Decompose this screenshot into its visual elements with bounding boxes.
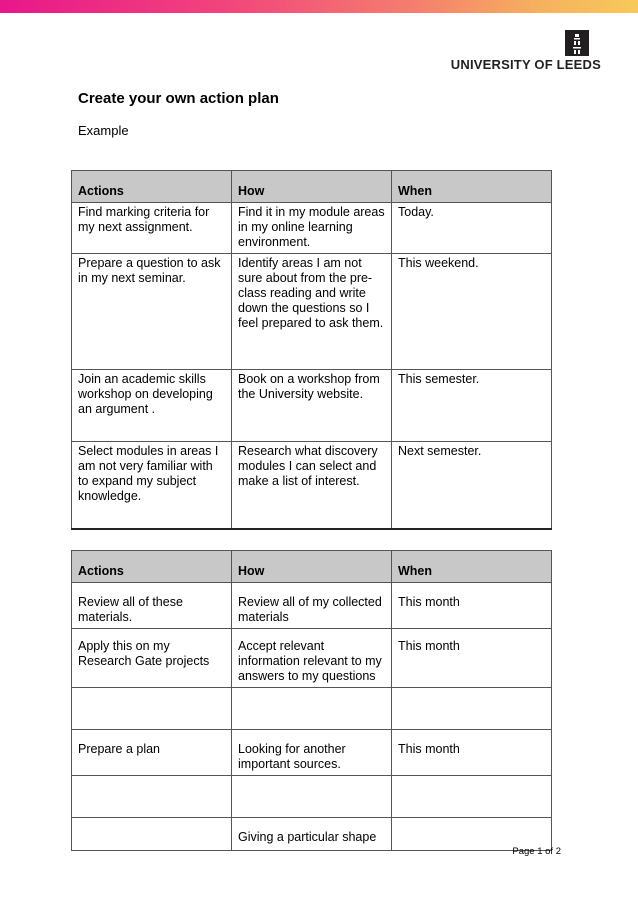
header-how: How <box>232 551 392 583</box>
how-cell: Identify areas I am not sure about from the pre-class reading and write down the questions so I feel prepared to ask them. <box>232 254 392 370</box>
header-how: How <box>232 171 392 203</box>
action-cell: Review all of these materials. <box>72 583 232 629</box>
header-actions: Actions <box>72 551 232 583</box>
how-cell <box>232 776 392 818</box>
how-cell: Find it in my module areas in my online learning environment. <box>232 203 392 254</box>
page-number: Page 1 of 2 <box>512 846 561 857</box>
own-action-plan-table <box>71 550 552 851</box>
table-row <box>72 583 552 629</box>
brand-color-bar <box>0 0 638 13</box>
when-cell: This month <box>392 629 552 688</box>
table-header-row <box>72 551 552 583</box>
parkinson-tower-icon <box>565 30 589 56</box>
how-cell: Review all of my collected materials <box>232 583 392 629</box>
header-when: When <box>392 171 552 203</box>
table-row <box>72 776 552 818</box>
table-row <box>72 629 552 688</box>
table-row <box>72 203 552 254</box>
table-row <box>72 730 552 776</box>
logo-text: UNIVERSITY OF LEEDS <box>450 57 601 72</box>
action-cell <box>72 688 232 730</box>
how-cell <box>232 688 392 730</box>
action-cell: Apply this on my Research Gate projects <box>72 629 232 688</box>
when-cell: This semester. <box>392 370 552 442</box>
table-row <box>72 688 552 730</box>
when-cell: This month <box>392 583 552 629</box>
table-header-row <box>72 171 552 203</box>
when-cell <box>392 776 552 818</box>
when-cell: Today. <box>392 203 552 254</box>
university-logo <box>450 30 601 72</box>
how-cell: Giving a particular shape <box>232 818 392 851</box>
action-cell <box>72 818 232 851</box>
header-actions: Actions <box>72 171 232 203</box>
when-cell: This month <box>392 730 552 776</box>
action-cell: Prepare a question to ask in my next seminar. <box>72 254 232 370</box>
when-cell: This weekend. <box>392 254 552 370</box>
table-row <box>72 442 552 530</box>
action-cell <box>72 776 232 818</box>
how-cell: Accept relevant information relevant to my answers to my questions <box>232 629 392 688</box>
how-cell: Looking for another important sources. <box>232 730 392 776</box>
table-row <box>72 254 552 370</box>
how-cell: Research what discovery modules I can select and make a list of interest. <box>232 442 392 530</box>
how-cell: Book on a workshop from the University website. <box>232 370 392 442</box>
example-action-plan-table <box>71 170 552 530</box>
action-cell: Select modules in areas I am not very familiar with to expand my subject knowledge. <box>72 442 232 530</box>
table-row <box>72 818 552 851</box>
page-title: Create your own action plan <box>78 90 279 107</box>
header-when: When <box>392 551 552 583</box>
action-cell: Join an academic skills workshop on developing an argument . <box>72 370 232 442</box>
action-cell: Prepare a plan <box>72 730 232 776</box>
action-cell: Find marking criteria for my next assignment. <box>72 203 232 254</box>
when-cell: Next semester. <box>392 442 552 530</box>
page-subtitle: Example <box>78 123 129 138</box>
when-cell <box>392 688 552 730</box>
table-row <box>72 370 552 442</box>
